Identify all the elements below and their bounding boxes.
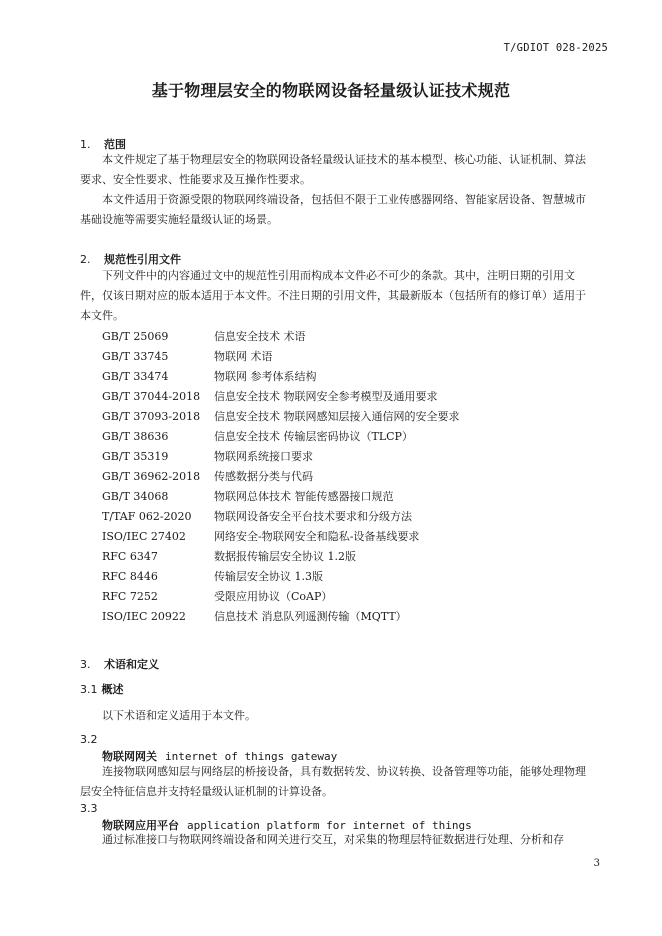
reference-item: [102, 447, 460, 467]
document-code: T/GDIOT 028-2025: [503, 42, 608, 54]
reference-item: [102, 587, 460, 607]
reference-list: [102, 327, 460, 627]
reference-code: RFC 7252: [102, 590, 158, 603]
reference-name: 网络安全-物联网安全和隐私-设备基线要求: [214, 530, 420, 543]
reference-name: 信息技术 消息队列遥测传输（MQTT）: [214, 610, 407, 623]
reference-code: ISO/IEC 27402: [102, 530, 186, 543]
scope-paragraph-2: 本文件适用于资源受限的物联网终端设备，包括但不限于工业传感器网络、智能家居设备、智慧城市基础设施等需要实施轻量级认证的场景。: [80, 193, 586, 226]
reference-item: [102, 367, 460, 387]
section-2-title: 规范性引用文件: [104, 253, 181, 266]
reference-item: [102, 607, 460, 627]
overview-paragraph: 以下术语和定义适用于本文件。: [102, 709, 256, 722]
subsection-3-1-heading: [80, 681, 124, 697]
term-3-3-english: application platform for internet of things: [187, 819, 472, 832]
page-number: 3: [593, 858, 600, 869]
reference-name: 物联网系统接口要求: [214, 450, 313, 463]
term-3-2-chinese: 物联网网关: [102, 750, 157, 763]
reference-name: 传感数据分类与代码: [214, 470, 313, 483]
reference-item: [102, 347, 460, 367]
reference-name: 物联网 术语: [214, 350, 273, 363]
term-3-3-definition: 通过标准接口与物联网终端设备和网关进行交互，对采集的物理层特征数据进行处理、分析和存: [102, 833, 564, 846]
section-1-title: 范围: [104, 138, 126, 151]
section-3-heading: [80, 656, 159, 672]
term-3-2-number: 3.2: [80, 733, 98, 746]
document-title: 基于物理层安全的物联网设备轻量级认证技术规范: [151, 81, 511, 100]
reference-code: GB/T 33745: [102, 350, 169, 363]
reference-code: GB/T 38636: [102, 430, 169, 443]
reference-item: [102, 507, 460, 527]
term-3-3-number: 3.3: [80, 802, 98, 815]
normative-paragraph: 下列文件中的内容通过文中的规范性引用而构成本文件必不可少的条款。其中，注明日期的引用文件，仅该日期对应的版本适用于本文件。不注日期的引用文件，其最新版本（包括所有的修订单）适用于本文件。: [80, 269, 586, 322]
reference-code: GB/T 36962-2018: [102, 470, 201, 483]
reference-name: 信息安全技术 术语: [214, 330, 306, 343]
reference-name: 受限应用协议（CoAP）: [214, 590, 333, 603]
section-2-heading: [80, 251, 181, 267]
reference-name: 物联网 参考体系结构: [214, 370, 317, 383]
reference-item: [102, 527, 460, 547]
reference-item: [102, 327, 460, 347]
reference-name: 传输层安全协议 1.3版: [214, 570, 323, 583]
section-3-number: 3.: [80, 658, 91, 671]
term-3-2-definition: 连接物联网感知层与网络层的桥接设备，具有数据转发、协议转换、设备管理等功能，能够处理物理层安全特征信息并支持轻量级认证机制的计算设备。: [80, 765, 586, 798]
reference-item: [102, 487, 460, 507]
reference-code: GB/T 34068: [102, 490, 169, 503]
scope-paragraph-1: 本文件规定了基于物理层安全的物联网设备轻量级认证技术的基本模型、核心功能、认证机制、算法要求、安全性要求、性能要求及互操作性要求。: [80, 153, 586, 186]
reference-code: ISO/IEC 20922: [102, 610, 186, 623]
reference-code: GB/T 37044-2018: [102, 390, 201, 403]
reference-code: RFC 8446: [102, 570, 158, 583]
reference-code: GB/T 37093-2018: [102, 410, 201, 423]
reference-code: T/TAF 062-2020: [102, 510, 192, 523]
reference-name: 物联网设备安全平台技术要求和分级方法: [214, 510, 412, 523]
subsection-3-1-number: 3.1: [80, 683, 98, 696]
term-3-3-chinese: 物联网应用平台: [102, 819, 179, 832]
term-3-2-english: internet of things gateway: [165, 750, 338, 763]
section-2-number: 2.: [80, 253, 91, 266]
reference-item: [102, 567, 460, 587]
reference-code: GB/T 33474: [102, 370, 169, 383]
reference-code: GB/T 25069: [102, 330, 169, 343]
reference-code: GB/T 35319: [102, 450, 169, 463]
reference-item: [102, 407, 460, 427]
reference-name: 数据报传输层安全协议 1.2版: [214, 550, 356, 563]
reference-item: [102, 547, 460, 567]
section-3-title: 术语和定义: [104, 658, 159, 671]
section-1-number: 1.: [80, 138, 91, 151]
reference-name: 信息安全技术 物联网感知层接入通信网的安全要求: [214, 410, 460, 423]
subsection-3-1-title: 概述: [101, 683, 124, 696]
reference-item: [102, 467, 460, 487]
reference-name: 物联网总体技术 智能传感器接口规范: [214, 490, 394, 503]
reference-name: 信息安全技术 物联网安全参考模型及通用要求: [214, 390, 438, 403]
reference-item: [102, 387, 460, 407]
reference-code: RFC 6347: [102, 550, 158, 563]
reference-name: 信息安全技术 传输层密码协议（TLCP）: [214, 430, 413, 443]
reference-item: [102, 427, 460, 447]
